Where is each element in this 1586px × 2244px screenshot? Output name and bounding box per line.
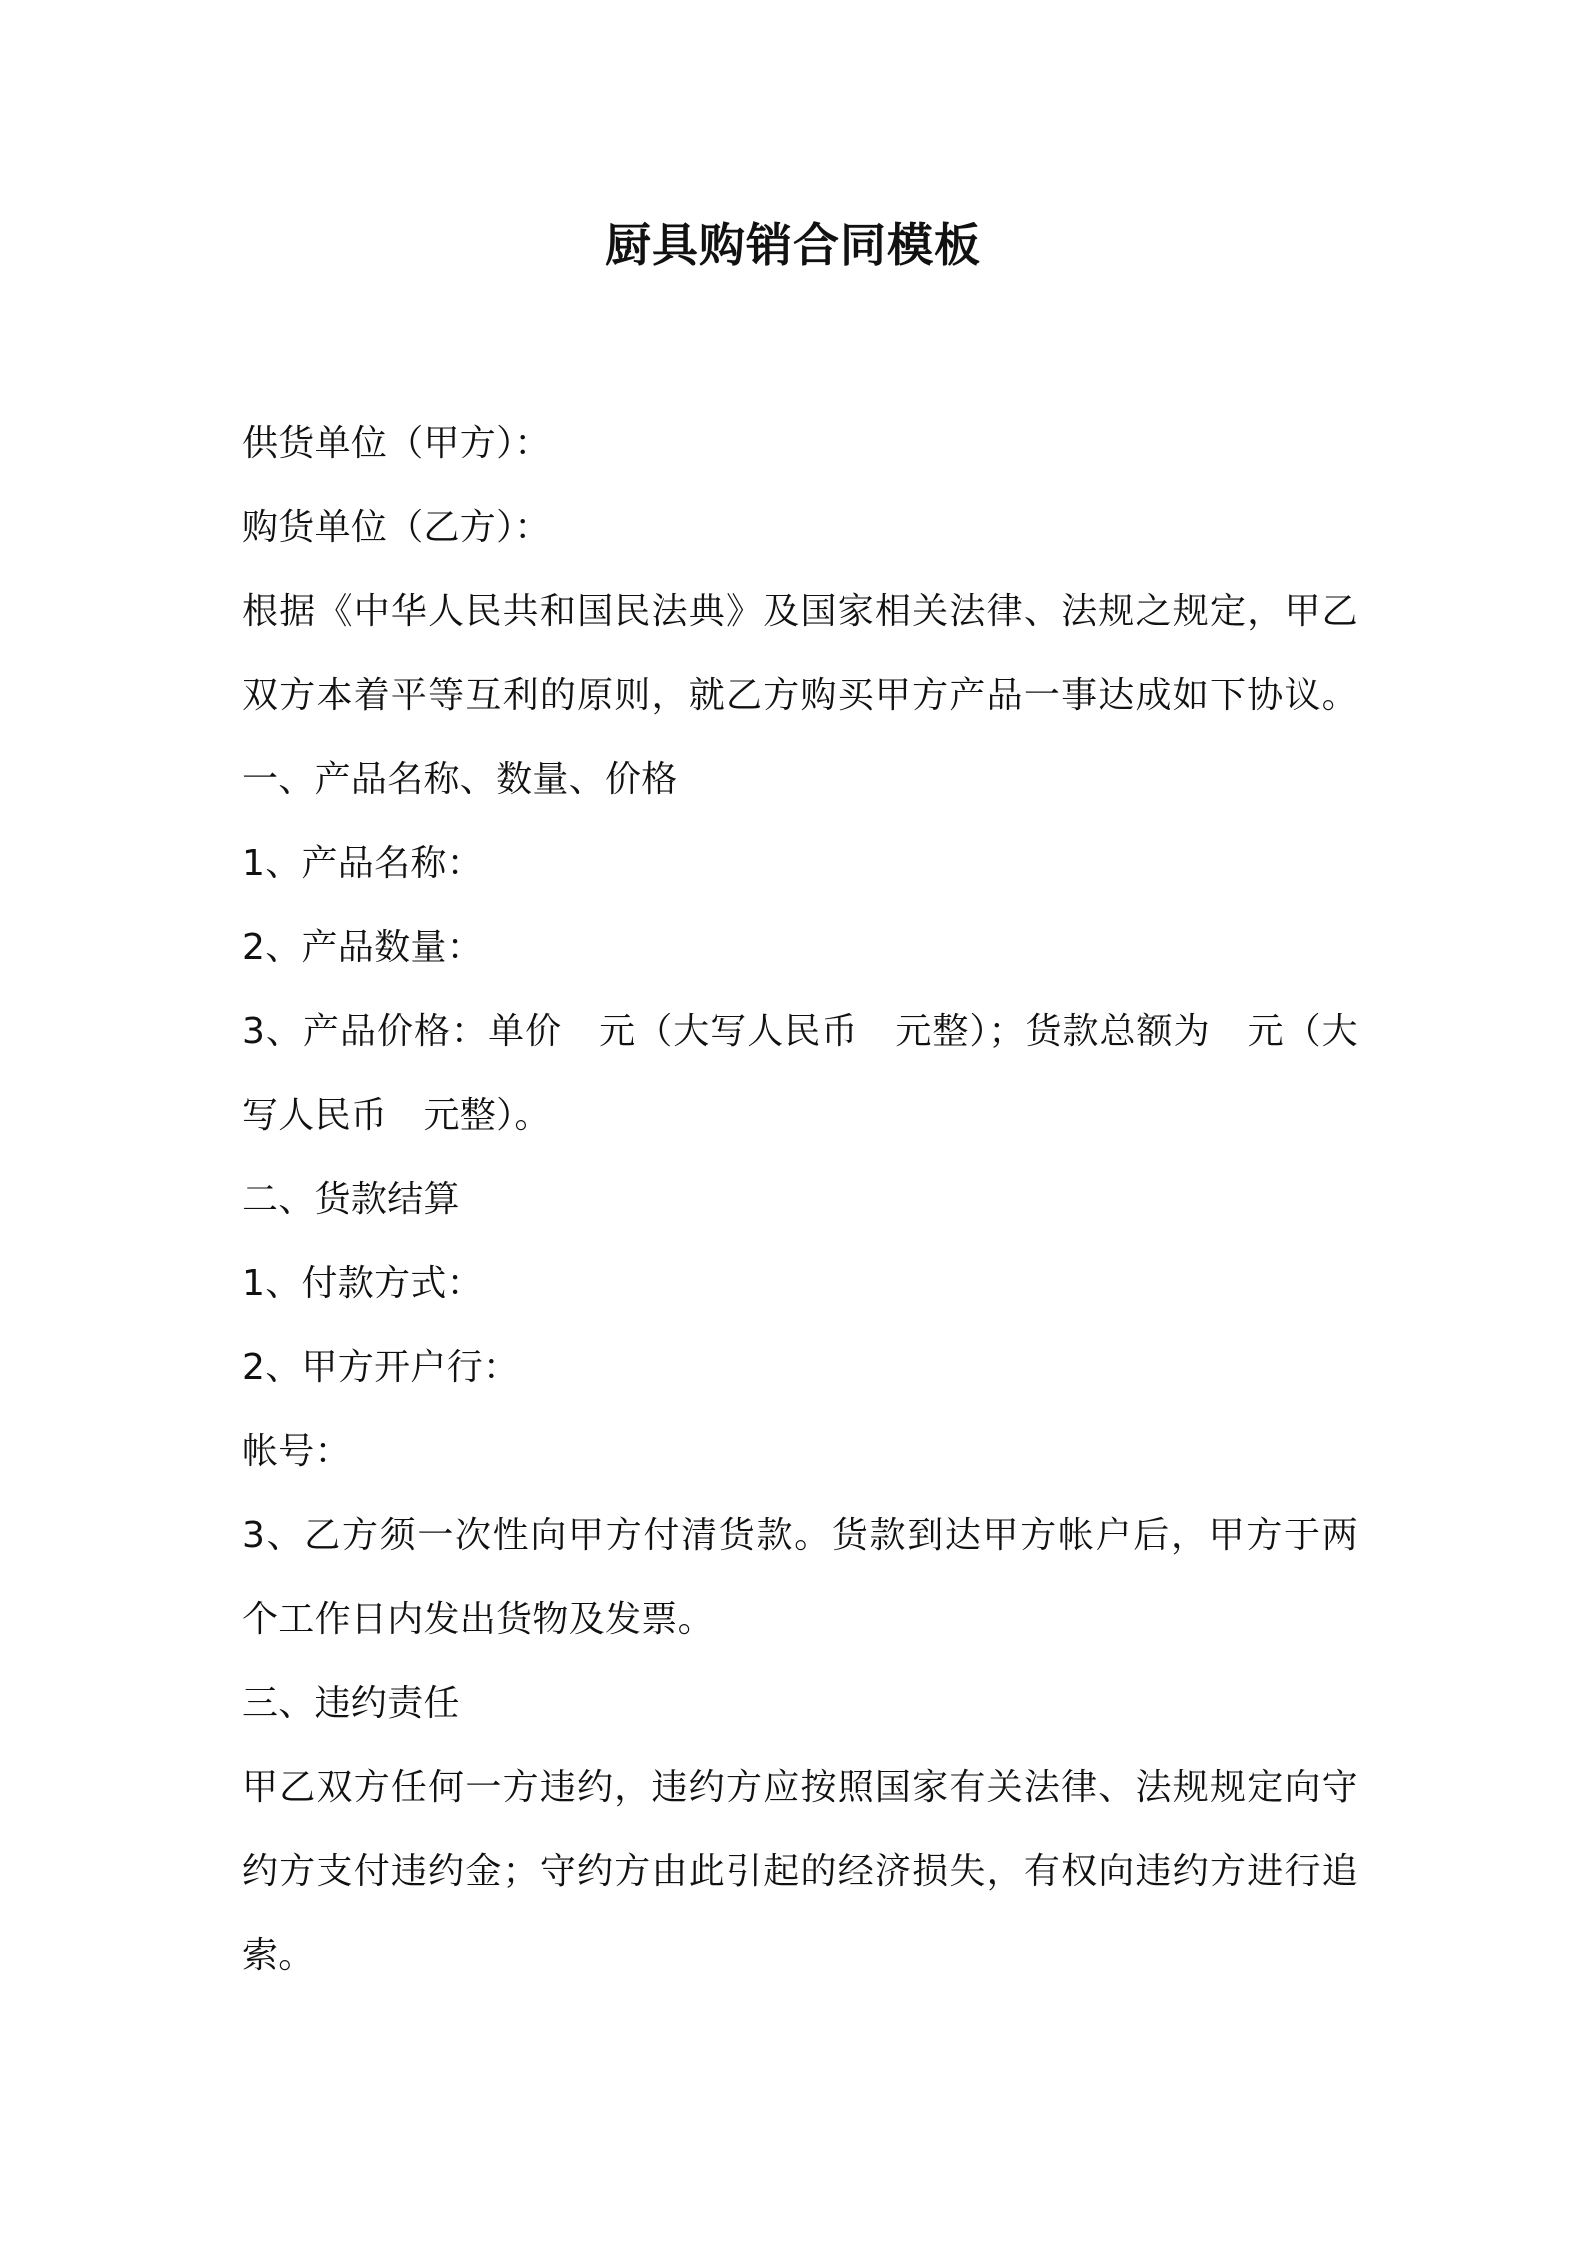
paragraph-line: 甲乙双方任何一方违约，违约方应按照国家有关法律、法规规定向守 — [242, 1767, 1358, 1808]
clause-line: 3、乙方须一次性向甲方付清货款。货款到达甲方帐户后，甲方于两 — [242, 1515, 1358, 1556]
section-heading: 一、产品名称、数量、价格 — [242, 759, 678, 800]
supplier-line: 供货单位（甲方）： — [242, 423, 551, 464]
paragraph-line: 根据《中华人民共和国民法典》及国家相关法律、法规之规定，甲乙 — [242, 591, 1358, 632]
section-heading: 二、货款结算 — [242, 1179, 460, 1220]
section-heading: 三、违约责任 — [242, 1683, 460, 1724]
document-body — [242, 402, 1358, 1998]
clause-line: 3、产品价格：单价 元（大写人民币 元整）；货款总额为 元（大 — [242, 1011, 1358, 1052]
clause-line: 个工作日内发出货物及发票。 — [242, 1599, 714, 1640]
clause-line: 1、产品名称： — [242, 843, 484, 884]
paragraph-line: 双方本着平等互利的原则，就乙方购买甲方产品一事达成如下协议。 — [242, 675, 1358, 716]
paragraph-line: 索。 — [242, 1935, 315, 1976]
clause-line: 2、甲方开户行： — [242, 1347, 520, 1388]
clause-line: 帐号： — [242, 1431, 351, 1472]
buyer-line: 购货单位（乙方）： — [242, 507, 551, 548]
clause-line: 2、产品数量： — [242, 927, 484, 968]
document-title: 厨具购销合同模板 — [605, 218, 981, 272]
clause-line: 1、付款方式： — [242, 1263, 484, 1304]
paragraph-line: 约方支付违约金；守约方由此引起的经济损失，有权向违约方进行追 — [242, 1851, 1358, 1892]
clause-line: 写人民币 元整）。 — [242, 1095, 551, 1136]
